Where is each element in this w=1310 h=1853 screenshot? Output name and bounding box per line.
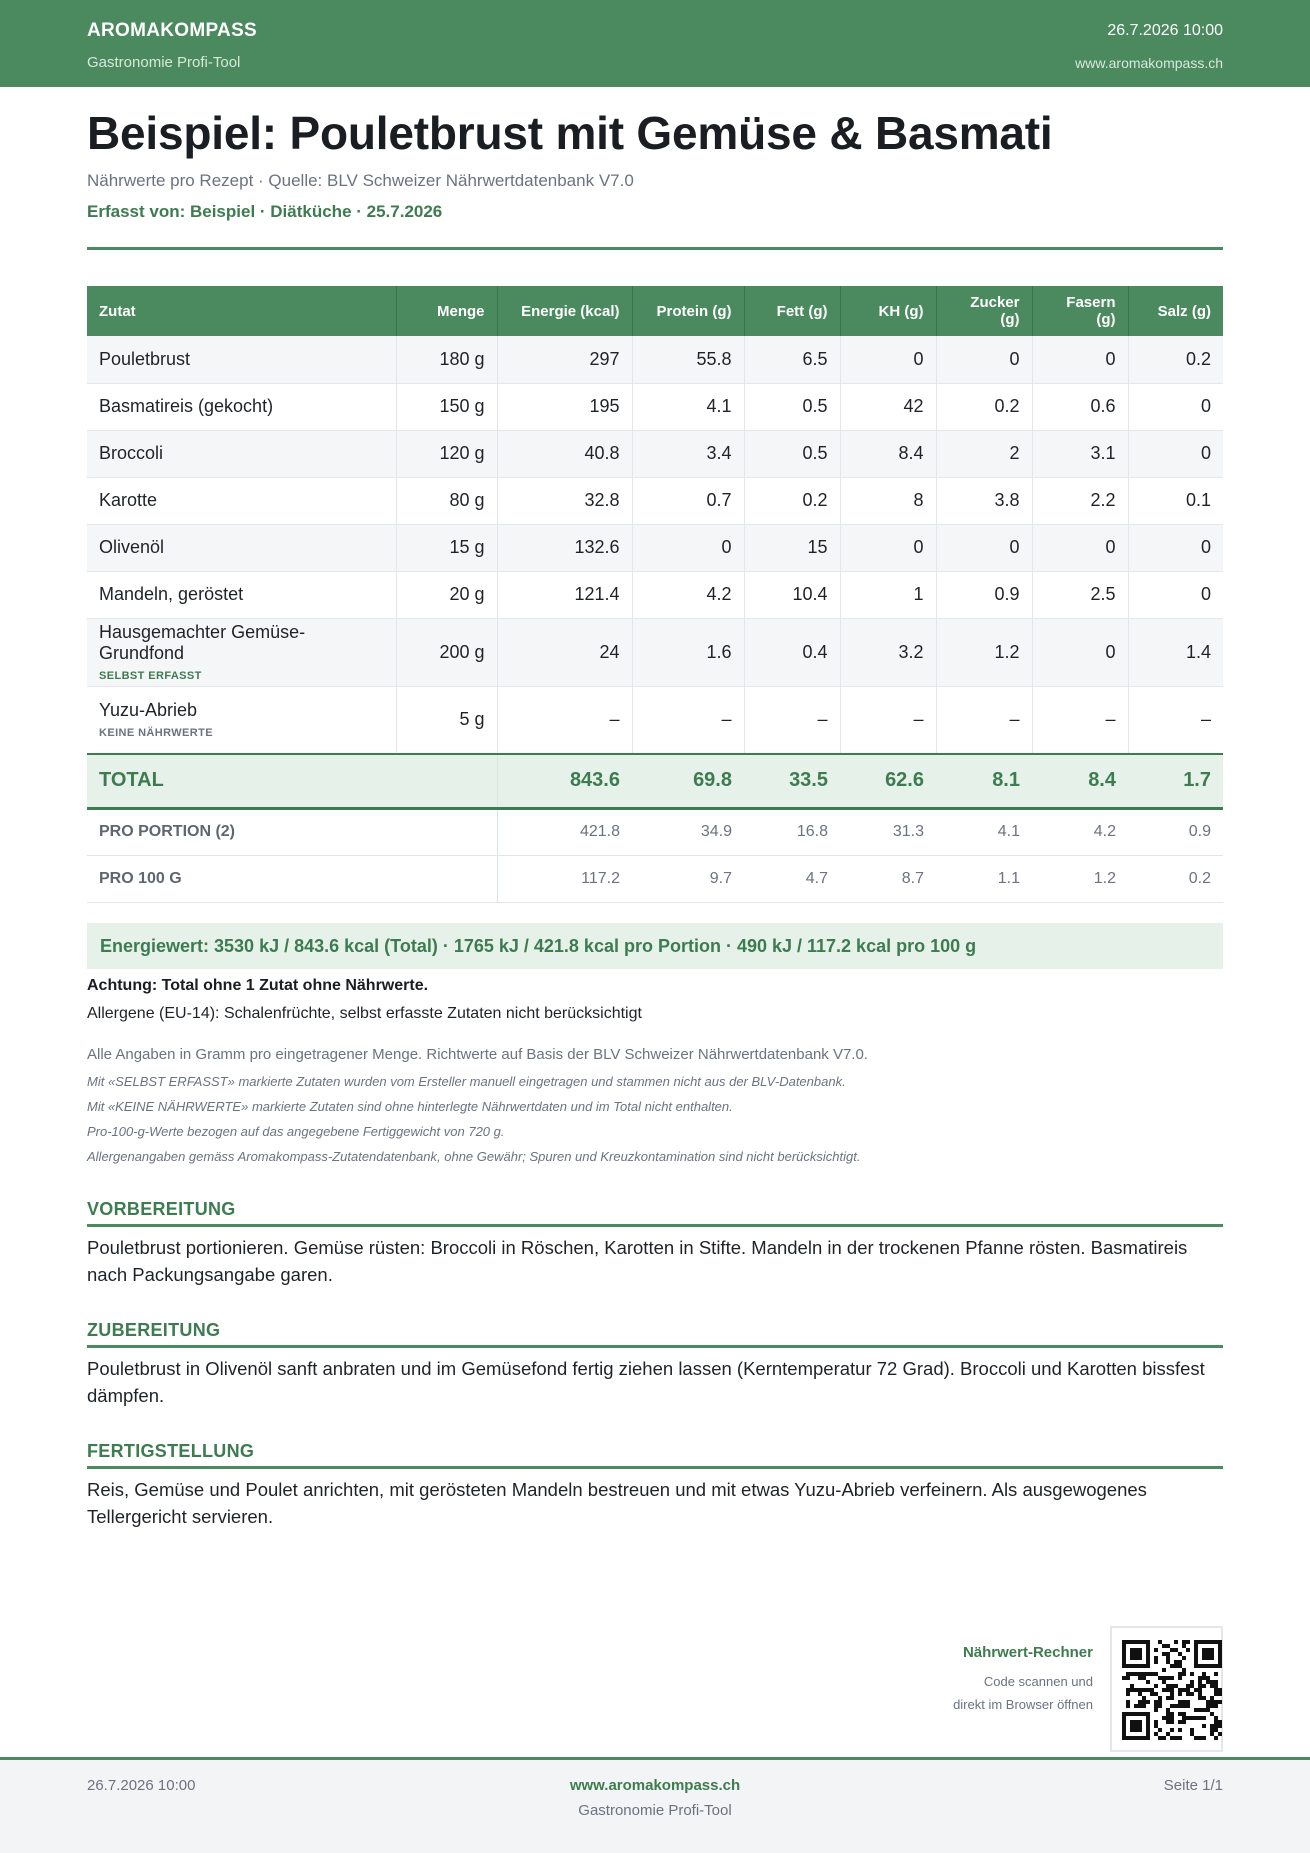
footnote-item: Mit «SELBST ERFASST» markierte Zutaten wurden vom Ersteller manuell eingetragen und stammen nicht aus der BLV-Datenbank. (87, 1074, 846, 1089)
cell-amount: 15 g (396, 524, 497, 571)
cell-salt: 0 (1128, 571, 1223, 618)
section-finishing (87, 1441, 1223, 1530)
cell-carbs: – (840, 686, 936, 754)
cell-protein: 55.8 (632, 336, 744, 383)
summary-fat: 16.8 (744, 808, 840, 855)
ingredient-cell (87, 618, 396, 686)
cell-fiber: 0 (1032, 618, 1128, 686)
ingredient-cell (87, 430, 396, 477)
cell-salt: 0 (1128, 524, 1223, 571)
ingredient-tag: SELBST ERFASST (99, 670, 202, 682)
footer-datetime: 26.7.2026 10:00 (87, 1777, 196, 1794)
cell-carbs: 42 (840, 383, 936, 430)
cell-fat: 10.4 (744, 571, 840, 618)
summary-salt: 1.7 (1128, 754, 1223, 808)
cell-sugar: 0 (936, 524, 1032, 571)
section-heading: VORBEREITUNG (87, 1199, 1223, 1227)
cell-protein: 0.7 (632, 477, 744, 524)
column-header-salt: Salz (g) (1128, 286, 1223, 336)
ingredient-name: Karotte (99, 490, 158, 510)
footer-url[interactable]: www.aromakompass.ch (569, 1777, 741, 1794)
summary-kcal: 421.8 (497, 808, 632, 855)
cell-amount: 120 g (396, 430, 497, 477)
section-preparation (87, 1199, 1223, 1288)
footnote-main: Alle Angaben in Gramm pro eingetragener Menge. Richtwerte auf Basis der BLV Schweizer Nährwertdatenbank V7.0. (87, 1046, 868, 1063)
table-row (87, 686, 1223, 754)
summary-fiber: 1.2 (1032, 855, 1128, 902)
ingredient-cell (87, 524, 396, 571)
cell-fiber: 2.2 (1032, 477, 1128, 524)
cell-fat: 0.5 (744, 430, 840, 477)
cell-sugar: – (936, 686, 1032, 754)
page-number: Seite 1/1 (1163, 1777, 1223, 1794)
recipe-subtitle: Nährwerte pro Rezept · Quelle: BLV Schweizer Nährwertdatenbank V7.0 (87, 171, 634, 190)
cell-protein: 3.4 (632, 430, 744, 477)
ingredient-name: Broccoli (99, 443, 164, 463)
summary-fiber: 8.4 (1032, 754, 1128, 808)
cell-fiber: 2.5 (1032, 571, 1128, 618)
table-row (87, 618, 1223, 686)
cell-carbs: 0 (840, 524, 936, 571)
cell-kcal: – (497, 686, 632, 754)
summary-fat: 33.5 (744, 754, 840, 808)
summary-protein: 69.8 (632, 754, 744, 808)
summary-carbs: 62.6 (840, 754, 936, 808)
summary-kcal: 117.2 (497, 855, 632, 902)
qr-code[interactable] (1110, 1626, 1223, 1752)
table-row (87, 336, 1223, 383)
column-header-energy: Energie (kcal) (497, 286, 632, 336)
footnotes (87, 1045, 1223, 1169)
cell-fat: – (744, 686, 840, 754)
recipe-recorded-by: Erfasst von: Beispiel · Diätküche · 25.7.2026 (87, 202, 443, 221)
table-row (87, 524, 1223, 571)
summary-protein: 34.9 (632, 808, 744, 855)
cell-sugar: 2 (936, 430, 1032, 477)
brand-tagline: Gastronomie Profi-Tool (87, 54, 241, 71)
section-text: Pouletbrust in Olivenöl sanft anbraten und im Gemüsefond fertig ziehen lassen (Kerntemperatur 72 Grad). Broccoli und Karotten bissfest dämpfen. (87, 1358, 1205, 1406)
summary-sugar: 8.1 (936, 754, 1032, 808)
section-text: Pouletbrust portionieren. Gemüse rüsten: Broccoli in Röschen, Karotten in Stifte. Mandeln in der trockenen Pfanne rösten. Basmatireis nach Packungsangabe garen. (87, 1237, 1188, 1285)
summary-fiber: 4.2 (1032, 808, 1128, 855)
cell-sugar: 3.8 (936, 477, 1032, 524)
ingredient-cell (87, 571, 396, 618)
ingredient-cell (87, 383, 396, 430)
qr-caption-line: direkt im Browser öffnen (953, 1697, 1093, 1712)
qr-caption-line: Code scannen und (983, 1674, 1093, 1689)
column-header-protein: Protein (g) (632, 286, 744, 336)
title-divider (87, 247, 1223, 250)
cell-sugar: 0 (936, 336, 1032, 383)
cell-sugar: 0.2 (936, 383, 1032, 430)
cell-protein: 1.6 (632, 618, 744, 686)
cell-amount: 200 g (396, 618, 497, 686)
table-row (87, 383, 1223, 430)
allergen-info: Allergene (EU-14): Schalenfrüchte, selbst erfasste Zutaten nicht berücksichtigt (87, 1005, 642, 1022)
cell-protein: 0 (632, 524, 744, 571)
cell-amount: 5 g (396, 686, 497, 754)
footer-tagline: Gastronomie Profi-Tool (578, 1802, 732, 1819)
brand-name: AROMAKOMPASS (87, 20, 258, 41)
footnote-item: Allergenangaben gemäss Aromakompass-Zutatendatenbank, ohne Gewähr; Spuren und Kreuzkontamination sind nicht berücksichtigt. (87, 1149, 861, 1164)
cell-fiber: 0 (1032, 336, 1128, 383)
summary-label: PRO PORTION (2) (87, 808, 497, 855)
cell-salt: – (1128, 686, 1223, 754)
table-row (87, 477, 1223, 524)
cell-kcal: 24 (497, 618, 632, 686)
qr-code-icon (1122, 1640, 1222, 1740)
cell-carbs: 1 (840, 571, 936, 618)
summary-fat: 4.7 (744, 855, 840, 902)
cell-fat: 0.2 (744, 477, 840, 524)
column-header-amount: Menge (396, 286, 497, 336)
cell-carbs: 8 (840, 477, 936, 524)
table-row (87, 571, 1223, 618)
cell-fat: 6.5 (744, 336, 840, 383)
ingredient-name: Basmatireis (gekocht) (99, 396, 274, 416)
cell-kcal: 121.4 (497, 571, 632, 618)
cell-salt: 0 (1128, 383, 1223, 430)
cell-fat: 15 (744, 524, 840, 571)
cell-kcal: 132.6 (497, 524, 632, 571)
section-text: Reis, Gemüse und Poulet anrichten, mit gerösteten Mandeln bestreuen und mit etwas Yuzu-Abrieb verfeinern. Als ausgewogenes Tellergericht servieren. (87, 1479, 1147, 1527)
cell-kcal: 195 (497, 383, 632, 430)
cell-kcal: 32.8 (497, 477, 632, 524)
table-row (87, 430, 1223, 477)
cell-carbs: 0 (840, 336, 936, 383)
per-portion-row (87, 808, 1223, 855)
section-cooking (87, 1320, 1223, 1409)
energy-summary: Energiewert: 3530 kJ / 843.6 kcal (Total) · 1765 kJ / 421.8 kcal pro Portion · 490 kJ / 117.2 kcal pro 100 g (87, 923, 1223, 969)
page-footer (0, 1757, 1310, 1853)
summary-label: TOTAL (87, 754, 497, 808)
cell-sugar: 1.2 (936, 618, 1032, 686)
cell-protein: 4.1 (632, 383, 744, 430)
ingredient-name: Mandeln, geröstet (99, 584, 244, 604)
ingredient-tag: KEINE NÄHRWERTE (99, 727, 213, 740)
cell-fat: 0.4 (744, 618, 840, 686)
section-heading: FERTIGSTELLUNG (87, 1441, 1223, 1469)
summary-salt: 0.9 (1128, 808, 1223, 855)
ingredient-name: Olivenöl (99, 537, 165, 557)
summary-carbs: 31.3 (840, 808, 936, 855)
cell-kcal: 40.8 (497, 430, 632, 477)
cell-salt: 1.4 (1128, 618, 1223, 686)
cell-amount: 20 g (396, 571, 497, 618)
summary-label: PRO 100 G (87, 855, 497, 902)
qr-title: Nährwert-Rechner (962, 1644, 1093, 1661)
cell-amount: 80 g (396, 477, 497, 524)
cell-carbs: 8.4 (840, 430, 936, 477)
cell-fiber: – (1032, 686, 1128, 754)
column-header-sugar: Zucker (g) (936, 286, 1032, 336)
nutrition-table (87, 286, 1223, 903)
top-header-bar (0, 0, 1310, 87)
column-header-fat: Fett (g) (744, 286, 840, 336)
summary-protein: 9.7 (632, 855, 744, 902)
summary-salt: 0.2 (1128, 855, 1223, 902)
cell-protein: 4.2 (632, 571, 744, 618)
recipe-title: Beispiel: Pouletbrust mit Gemüse & Basmati (87, 107, 1053, 159)
cell-salt: 0 (1128, 430, 1223, 477)
cell-fat: 0.5 (744, 383, 840, 430)
cell-amount: 180 g (396, 336, 497, 383)
table-header-row (87, 286, 1223, 336)
cell-fiber: 3.1 (1032, 430, 1128, 477)
column-header-fiber: Fasern (g) (1032, 286, 1128, 336)
cell-kcal: 297 (497, 336, 632, 383)
header-datetime: 26.7.2026 10:00 (1107, 22, 1223, 39)
footnote-item: Pro-100-g-Werte bezogen auf das angegebene Fertiggewicht von 720 g. (87, 1124, 505, 1139)
per-100g-row (87, 855, 1223, 902)
summary-sugar: 1.1 (936, 855, 1032, 902)
footnote-item: Mit «KEINE NÄHRWERTE» markierte Zutaten sind ohne hinterlegte Nährwertdaten und im Total nicht enthalten. (87, 1099, 733, 1114)
cell-salt: 0.2 (1128, 336, 1223, 383)
cell-salt: 0.1 (1128, 477, 1223, 524)
ingredient-name: Yuzu-Abrieb (99, 700, 198, 721)
section-heading: ZUBEREITUNG (87, 1320, 1223, 1348)
cell-sugar: 0.9 (936, 571, 1032, 618)
missing-nutrients-warning: Achtung: Total ohne 1 Zutat ohne Nährwerte. (87, 977, 429, 994)
cell-fiber: 0.6 (1032, 383, 1128, 430)
cell-fiber: 0 (1032, 524, 1128, 571)
ingredient-cell (87, 477, 396, 524)
ingredient-name: Pouletbrust (99, 348, 191, 369)
cell-amount: 150 g (396, 383, 497, 430)
cell-carbs: 3.2 (840, 618, 936, 686)
summary-kcal: 843.6 (497, 754, 632, 808)
summary-sugar: 4.1 (936, 808, 1032, 855)
total-row (87, 754, 1223, 808)
ingredient-cell (87, 686, 396, 754)
summary-carbs: 8.7 (840, 855, 936, 902)
column-header-carbs: KH (g) (840, 286, 936, 336)
column-header-ingredient: Zutat (87, 286, 396, 336)
cell-protein: – (632, 686, 744, 754)
header-url[interactable]: www.aromakompass.ch (1075, 55, 1223, 71)
ingredient-cell (87, 336, 396, 383)
ingredient-name: Hausgemachter Gemüse-Grundfond (99, 622, 306, 663)
